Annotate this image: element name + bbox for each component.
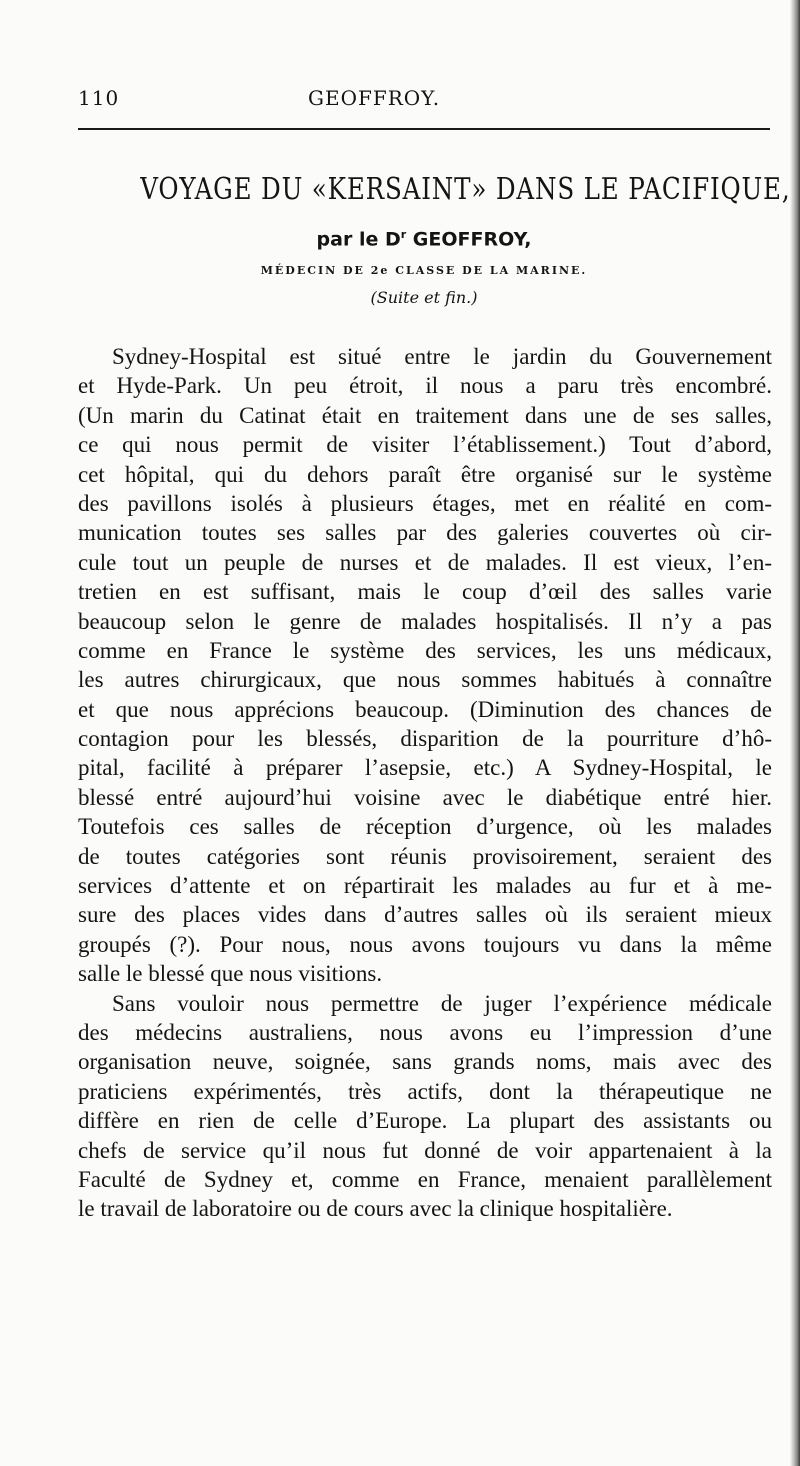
text-line: comme en France le système des services, les uns médicaux, xyxy=(78,637,772,663)
text-line: organisation neuve, soignée, sans grands noms, mais avec des xyxy=(78,1049,772,1075)
text-line: des pavillons isolés à plusieurs étages, met en réalité en com- xyxy=(78,490,772,516)
text-line: cule tout un peuple de nurses et de malades. Il est vieux, l’en- xyxy=(78,549,772,575)
text-line: cet hôpital, qui du dehors paraît être organisé sur le système xyxy=(78,461,772,487)
text-line: salle le blessé que nous visitions. xyxy=(78,961,383,987)
text-line: Sans vouloir nous permettre de juger l’expérience médicale xyxy=(112,990,772,1016)
page-edge-shadow xyxy=(790,0,800,1466)
byline-name: GEOFFROY, xyxy=(406,228,532,251)
text-line: blessé entré aujourd’hui voisine avec le diabétique entré hier. xyxy=(78,784,772,810)
byline xyxy=(78,228,770,250)
text-line: services d’attente et on répartirait les malades au fur et à me- xyxy=(78,873,772,899)
text-line: contagion pour les blessés, disparition de la pourriture d’hô- xyxy=(78,726,772,752)
author-title: MÉDECIN DE 2e CLASSE DE LA MARINE. xyxy=(260,264,588,277)
text-line: Faculté de Sydney et, comme en France, menaient parallèlement xyxy=(78,1166,772,1192)
byline-sup: r xyxy=(400,228,407,241)
text-line: (Un marin du Catinat était en traitement dans une de ses salles, xyxy=(78,402,772,428)
text-line: praticiens expérimentés, très actifs, dont la thérapeutique ne xyxy=(78,1078,772,1104)
text-line: pital, facilité à préparer l’asepsie, etc.) A Sydney-Hospital, le xyxy=(78,755,772,781)
continuation-note: (Suite et fin.) xyxy=(370,288,478,307)
text-line: sure des places vides dans d’autres salles où ils seraient mieux xyxy=(78,902,772,928)
article-title: VOYAGE DU «KERSAINT» DANS LE PACIFIQUE, xyxy=(140,172,791,207)
text-line: Sydney-Hospital est situé entre le jardin du Gouvernement xyxy=(112,344,772,369)
text-line: et Hyde-Park. Un peu étroit, il nous a paru très encombré. xyxy=(78,373,772,399)
text-line: de toutes catégories sont réunis provisoirement, seraient des xyxy=(78,843,772,869)
text-line: groupés (?). Pour nous, nous avons toujours vu dans la même xyxy=(78,931,772,957)
header-rule xyxy=(78,128,770,130)
text-line: tretien en est suffisant, mais le coup d’œil des salles varie xyxy=(78,579,772,605)
text-line: les autres chirurgicaux, que nous sommes habitués à connaître xyxy=(78,667,772,693)
running-head xyxy=(78,86,768,116)
text-line: des médecins australiens, nous avons eu l’impression d’une xyxy=(78,1019,772,1045)
text-line: munication toutes ses salles par des galeries couvertes où cir- xyxy=(78,520,772,546)
running-title: GEOFFROY. xyxy=(308,86,441,110)
text-line: beaucoup selon le genre de malades hospitalisés. Il n’y a pas xyxy=(78,608,772,634)
text-line: le travail de laboratoire ou de cours avec la clinique hospitalière. xyxy=(78,1196,673,1222)
body-text xyxy=(78,342,772,1224)
page-number: 110 xyxy=(78,86,120,110)
text-line: diffère en rien de celle d’Europe. La plupart des assistants ou xyxy=(78,1108,772,1134)
text-line: Toutefois ces salles de réception d’urgence, où les malades xyxy=(78,814,772,840)
text-line: chefs de service qu’il nous fut donné de voir appartenaient à la xyxy=(78,1137,772,1163)
byline-prefix: par le D xyxy=(316,228,401,251)
text-line: ce qui nous permit de visiter l’établissement.) Tout d’abord, xyxy=(78,432,772,458)
text-line: et que nous apprécions beaucoup. (Diminution des chances de xyxy=(78,696,772,722)
